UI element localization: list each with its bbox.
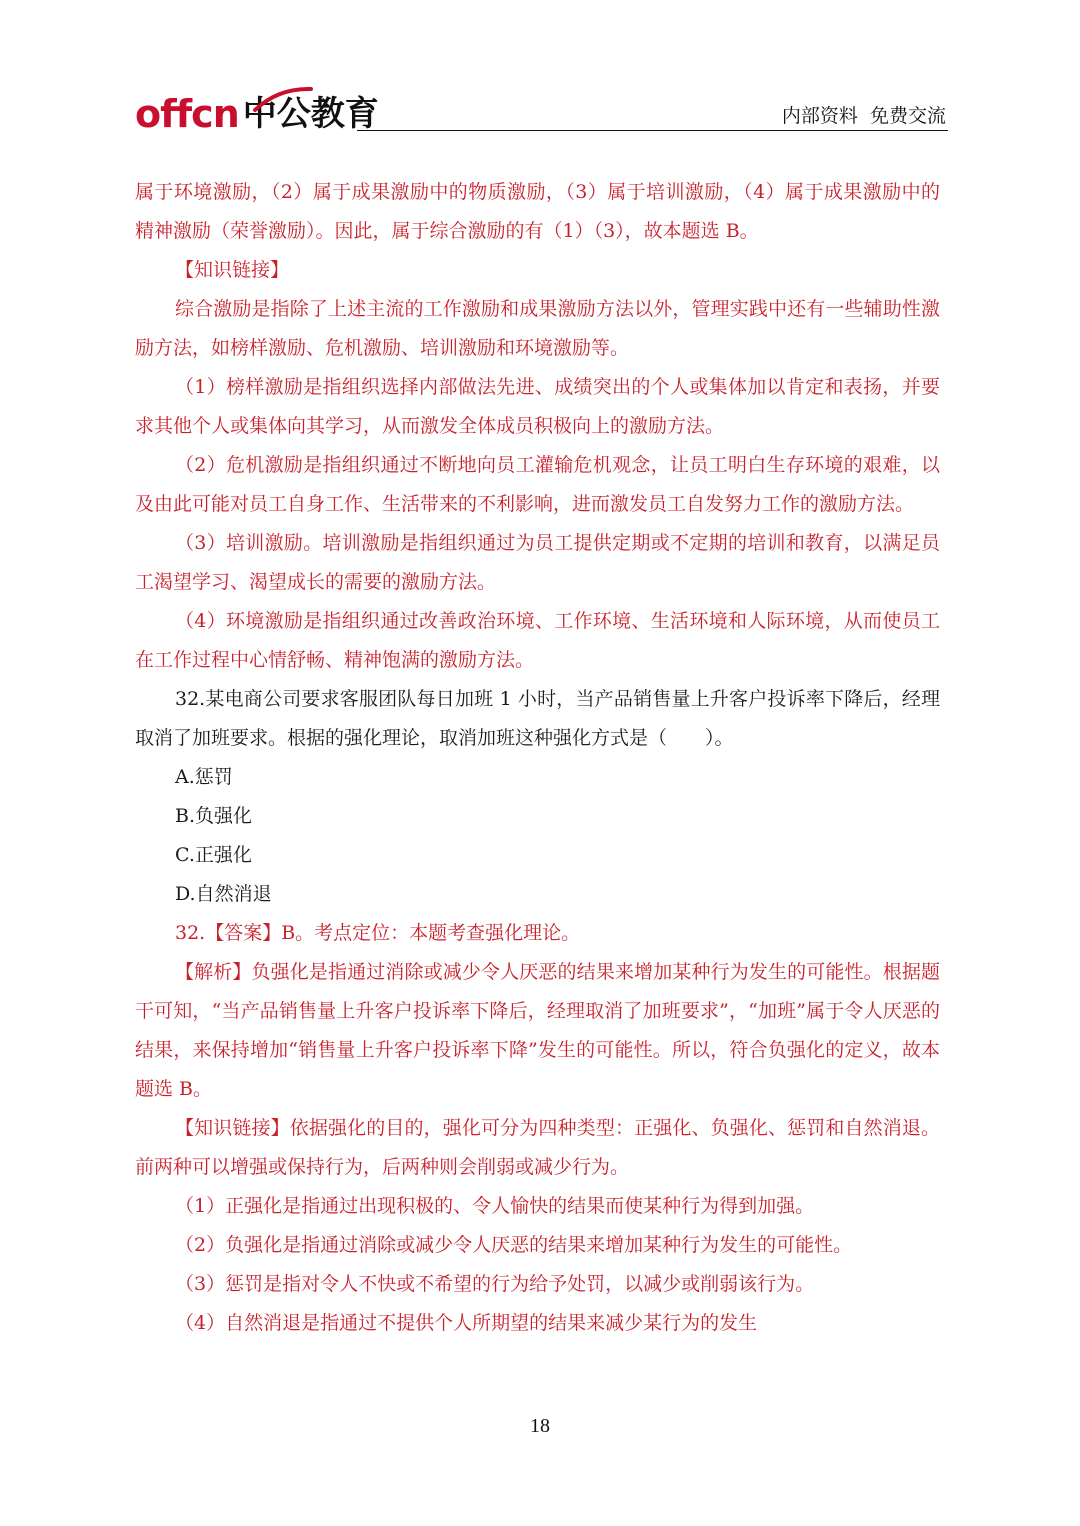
- knowledge-link-heading: 【知识链接】: [175, 259, 290, 281]
- paragraph-role-model-incentive: （1）榜样激励是指组织选择内部做法先进、成绩突出的个人或集体加以肯定和表扬，并要求其他个人或集体向其学习，从而激发全体成员积极向上的激励方法。: [135, 376, 940, 437]
- positive-reinforcement-item: （1）正强化是指通过出现积极的、令人愉快的结果而使某种行为得到加强。: [175, 1195, 815, 1217]
- paragraph-training-incentive: （3）培训激励。培训激励是指组织通过为员工提供定期或不定期的培训和教育，以满足员工渴望学习、渴望成长的需要的激励方法。: [135, 532, 940, 593]
- analysis-paragraph: 【解析】负强化是指通过消除或减少令人厌恶的结果来增加某种行为发生的可能性。根据题干可知，“当产品销售量上升客户投诉率下降后，经理取消了加班要求”，“加班”属于令人厌恶的结果，来保持增加“销售量上升客户投诉率下降”发生的可能性。所以，符合负强化的定义，故本题选 B。: [135, 961, 940, 1100]
- logo-swoosh-icon: [253, 86, 313, 112]
- extinction-item: （4）自然消退是指通过不提供个人所期望的结果来减少某行为的发生: [175, 1312, 758, 1334]
- knowledge-link-reinforcement: 【知识链接】依据强化的目的，强化可分为四种类型：正强化、负强化、惩罚和自然消退。前两种可以增强或保持行为，后两种则会削弱或减少行为。: [135, 1117, 940, 1178]
- punishment-item: （3）惩罚是指对令人不快或不希望的行为给予处罚，以减少或削弱该行为。: [175, 1273, 815, 1295]
- question-32-stem: 32.某电商公司要求客服团队每日加班 1 小时，当产品销售量上升客户投诉率下降后，经理取消了加班要求。根据的强化理论，取消加班这种强化方式是（ ）。: [135, 688, 940, 749]
- paragraph-crisis-incentive: （2）危机激励是指组织通过不断地向员工灌输危机观念，让员工明白生存环境的艰难，以及由此可能对员工自身工作、生活带来的不利影响，进而激发员工自发努力工作的激励方法。: [135, 454, 940, 515]
- negative-reinforcement-item: （2）负强化是指通过消除或减少令人厌恶的结果来增加某种行为发生的可能性。: [175, 1234, 853, 1256]
- logo-latin-text: offcn: [135, 92, 239, 136]
- option-d: D.自然消退: [175, 883, 272, 905]
- page-number: 18: [530, 1415, 550, 1437]
- option-b: B.负强化: [175, 805, 253, 827]
- answer-line: 32.【答案】B。考点定位：本题考查强化理论。: [175, 922, 581, 944]
- option-c: C.正强化: [175, 844, 252, 866]
- page-header: [135, 86, 948, 134]
- header-tagline: 内部资料 免费交流: [781, 105, 946, 127]
- paragraph-continuation: 属于环境激励，（2）属于成果激励中的物质激励，（3）属于培训激励，（4）属于成果激励中的精神激励（荣誉激励）。因此，属于综合激励的有（1）（3），故本题选 B。: [135, 181, 940, 242]
- paragraph-comprehensive-incentive: 综合激励是指除了上述主流的工作激励和成果激励方法以外，管理实践中还有一些辅助性激励方法，如榜样激励、危机激励、培训激励和环境激励等。: [135, 298, 940, 359]
- header-rule: [357, 130, 948, 131]
- page-content: [135, 173, 940, 1343]
- logo-chinese-text: 中公教育: [242, 94, 379, 134]
- option-a: A.惩罚: [175, 766, 233, 788]
- paragraph-environment-incentive: （4）环境激励是指组织通过改善政治环境、工作环境、生活环境和人际环境，从而使员工在工作过程中心情舒畅、精神饱满的激励方法。: [135, 610, 940, 671]
- question-options: [135, 758, 940, 914]
